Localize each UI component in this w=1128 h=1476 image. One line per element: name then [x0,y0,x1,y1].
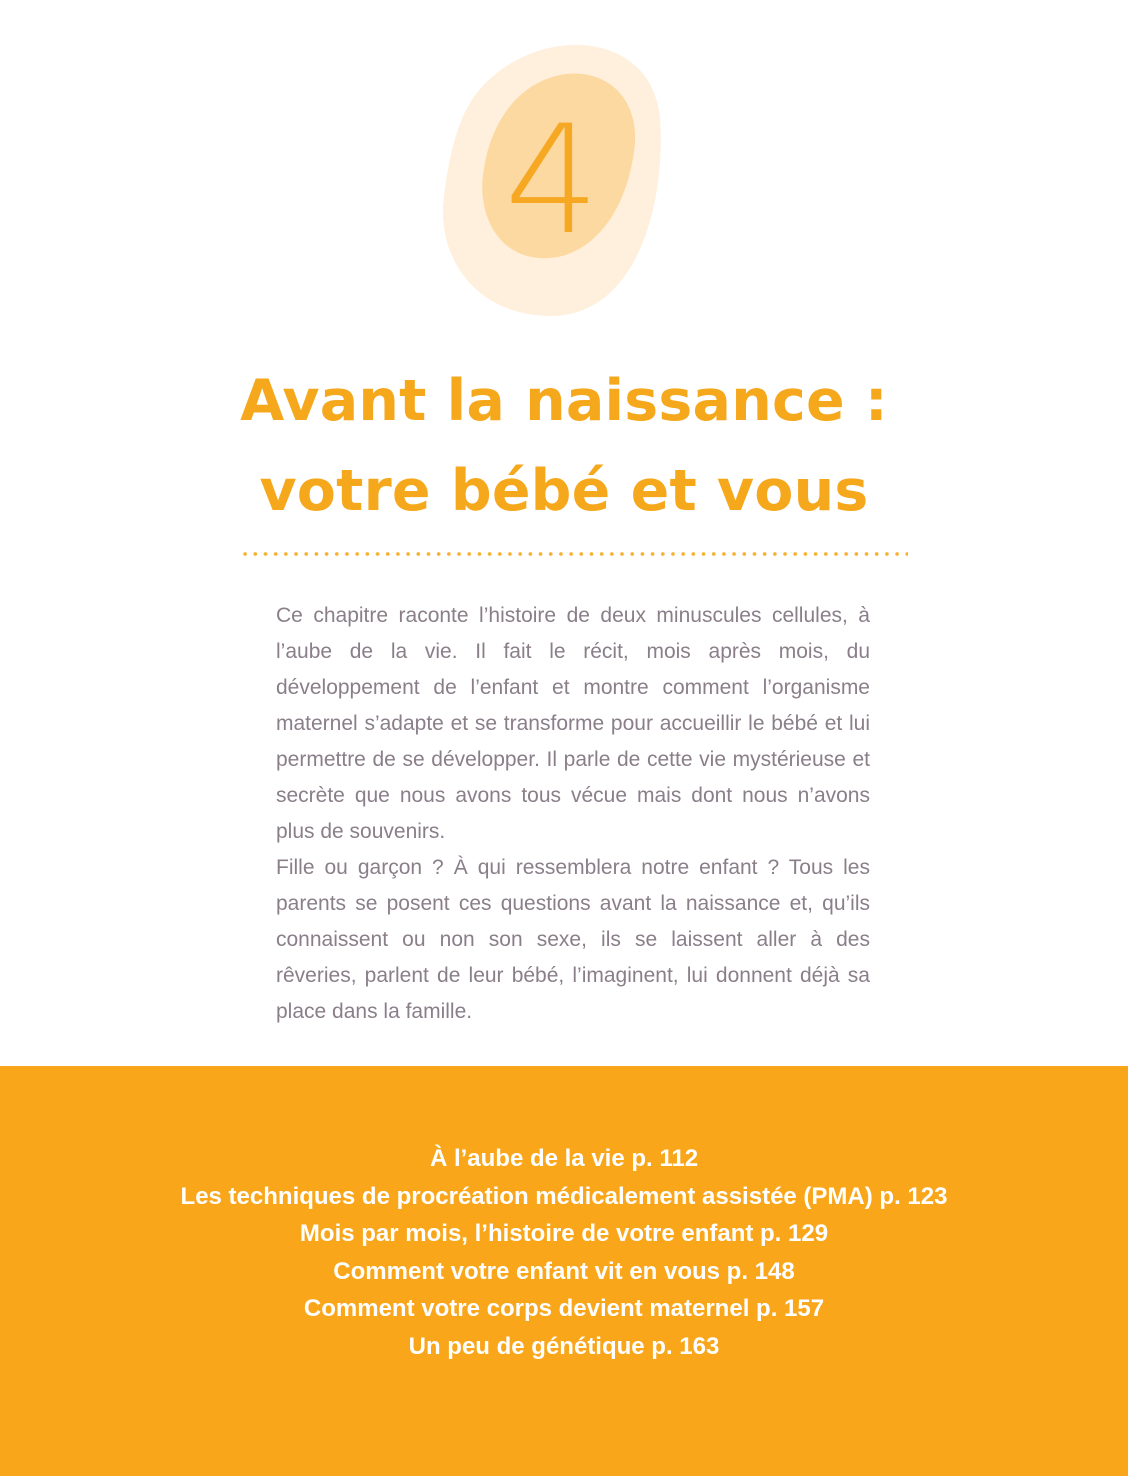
chapter-number: 4 [504,94,600,268]
toc-item: Un peu de génétique p. 163 [408,1332,720,1360]
chapter-title-line-2: votre bébé et vous [259,458,869,524]
dotted-divider [240,551,908,557]
chapter-title [0,356,1128,536]
toc-item: Comment votre corps devient maternel p. 157 [303,1295,825,1323]
table-of-contents [0,1140,1128,1366]
chapter-intro [276,598,870,1030]
toc-item: Mois par mois, l’histoire de votre enfant p. 129 [299,1220,829,1248]
intro-paragraph-1: Ce chapitre raconte l’histoire de deux minuscules cellules, à l’aube de la vie. Il fait le récit, mois après mois, du développement de l’enfant et montre comment l’organisme maternel s’adapte et se transforme pour accueillir le bébé et lui permettre de se développer. Il parle de cette vie mystérieuse et secrète que nous avons tous vécue mais dont nous n’avons plus de souvenirs. [276,604,870,843]
toc-item: À l’aube de la vie p. 112 [429,1145,699,1172]
chapter-title-line-1: Avant la naissance : [240,368,888,434]
table-of-contents-band [0,1066,1128,1476]
intro-paragraph-2: Fille ou garçon ? À qui ressemblera notre enfant ? Tous les parents se posent ces questions avant la naissance et, qu’ils connaissent ou non son sexe, ils se laissent aller à des rêveries, parlent de leur bébé, l’imaginent, lui donnent déjà sa place dans la famille. [276,856,870,1023]
toc-item: Les techniques de procréation médicalement assistée (PMA) p. 123 [180,1182,948,1210]
chapter-badge [436,36,668,322]
toc-item: Comment votre enfant vit en vous p. 148 [333,1257,795,1285]
